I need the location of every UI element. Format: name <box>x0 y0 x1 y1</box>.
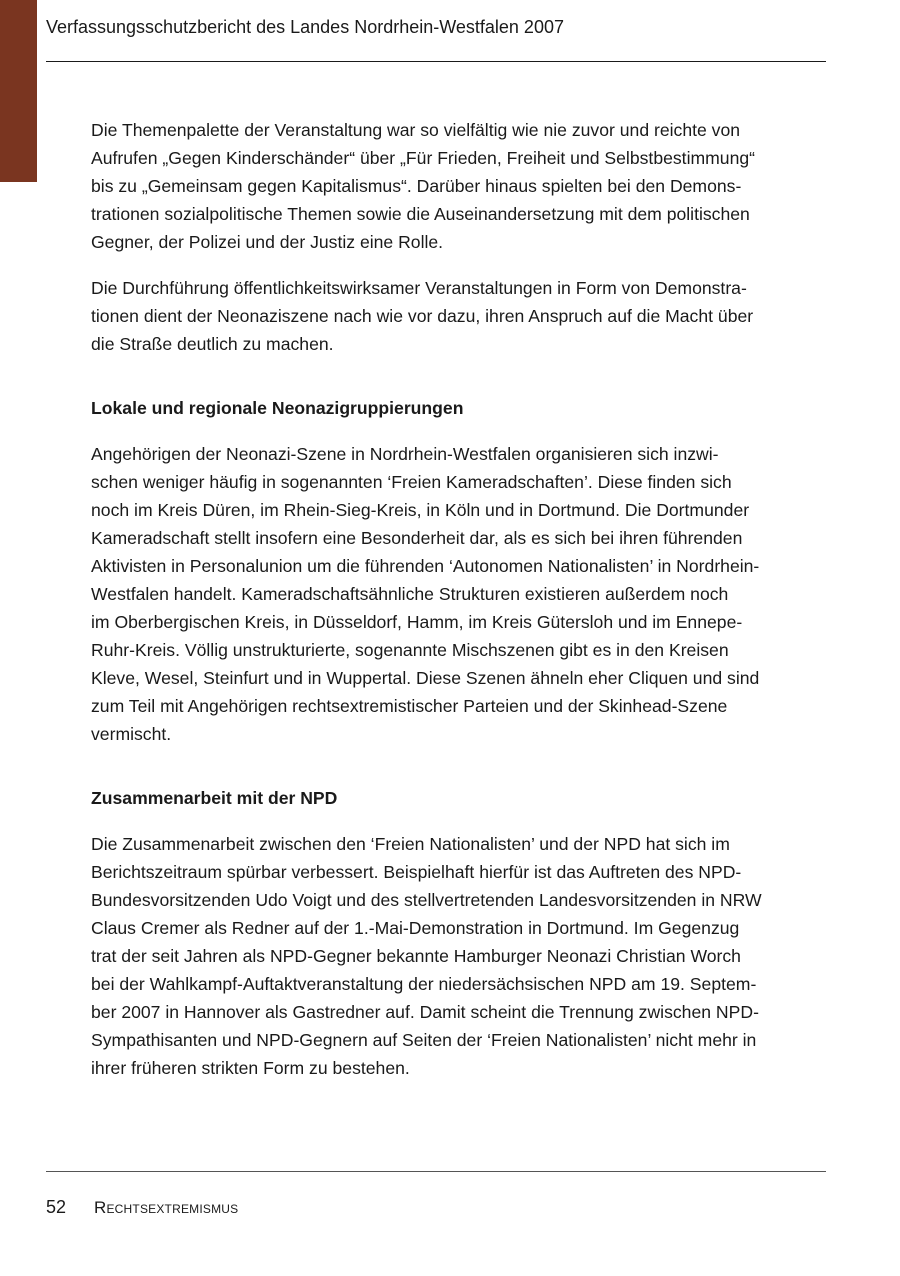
page-number: 52 <box>46 1197 67 1217</box>
paragraph-2 <box>91 274 831 358</box>
text-line: schen weniger häufig in sogenannten ‘Freien Kameradschaften’. Diese finden sich <box>91 472 732 492</box>
text-line: Aufrufen „Gegen Kinderschänder“ über „Für Frieden, Freiheit und Selbstbestimmung“ <box>91 148 756 168</box>
running-header: Verfassungsschutzbericht des Landes Nordrhein-Westfalen 2007 <box>46 17 564 37</box>
text-line: bei der Wahlkampf-Auftaktveranstaltung der niedersächsischen NPD am 19. Septem- <box>91 974 757 994</box>
text-line: die Straße deutlich zu machen. <box>91 334 334 354</box>
paragraph-1 <box>91 116 831 256</box>
text-line: Angehörigen der Neonazi-Szene in Nordrhein-Westfalen organisieren sich inzwi- <box>91 444 719 464</box>
chapter-tab <box>0 0 37 182</box>
header-rule <box>46 61 826 62</box>
text-line: trat der seit Jahren als NPD-Gegner bekannte Hamburger Neonazi Christian Worch <box>91 946 741 966</box>
text-line: Die Themenpalette der Veranstaltung war so vielfältig wie nie zuvor und reichte von <box>91 120 741 140</box>
text-line: trationen sozialpolitische Themen sowie die Auseinandersetzung mit dem politischen <box>91 204 750 224</box>
text-line: Sympathisanten und NPD-Gegnern auf Seiten der ‘Freien Nationalisten’ nicht mehr in <box>91 1030 757 1050</box>
section-heading-local-groups: Lokale und regionale Neonazigruppierungen <box>91 398 464 418</box>
text-line: Claus Cremer als Redner auf der 1.-Mai-Demonstration in Dortmund. Im Gegenzug <box>91 918 740 938</box>
text-line: zum Teil mit Angehörigen rechtsextremistischer Parteien und der Skinhead-Szene <box>91 696 728 716</box>
text-line: Aktivisten in Personalunion um die führenden ‘Autonomen Nationalisten’ in Nordrhein- <box>91 556 760 576</box>
text-line: Kleve, Wesel, Steinfurt und in Wuppertal. Diese Szenen ähneln eher Cliquen und sind <box>91 668 760 688</box>
text-line: noch im Kreis Düren, im Rhein-Sieg-Kreis, in Köln und in Dortmund. Die Dortmunder <box>91 500 750 520</box>
text-line: Die Zusammenarbeit zwischen den ‘Freien Nationalisten’ und der NPD hat sich im <box>91 834 730 854</box>
text-line: im Oberbergischen Kreis, in Düsseldorf, Hamm, im Kreis Gütersloh und im Ennepe- <box>91 612 743 632</box>
text-line: Bundesvorsitzenden Udo Voigt und des stellvertretenden Landesvorsitzenden in NRW <box>91 890 762 910</box>
text-line: Gegner, der Polizei und der Justiz eine Rolle. <box>91 232 444 252</box>
running-footer-section: Rechtsextremismus <box>94 1198 239 1217</box>
page-body <box>91 116 831 1082</box>
text-line: ihrer früheren strikten Form zu bestehen. <box>91 1058 410 1078</box>
text-line: ber 2007 in Hannover als Gastredner auf. Damit scheint die Trennung zwischen NPD- <box>91 1002 759 1022</box>
paragraph-4 <box>91 830 831 1082</box>
text-line: Westfalen handelt. Kameradschaftsähnliche Strukturen existieren außerdem noch <box>91 584 729 604</box>
text-line: bis zu „Gemeinsam gegen Kapitalismus“. Darüber hinaus spielten bei den Demons- <box>91 176 742 196</box>
footer-rule <box>46 1171 826 1172</box>
text-line: tionen dient der Neonaziszene nach wie vor dazu, ihren Anspruch auf die Macht über <box>91 306 754 326</box>
text-line: Kameradschaft stellt insofern eine Besonderheit dar, als es sich bei ihren führenden <box>91 528 743 548</box>
text-line: Die Durchführung öffentlichkeitswirksamer Veranstaltungen in Form von Demonstra- <box>91 278 747 298</box>
text-line: vermischt. <box>91 724 172 744</box>
paragraph-3 <box>91 440 831 748</box>
text-line: Ruhr-Kreis. Völlig unstrukturierte, sogenannte Mischszenen gibt es in den Kreisen <box>91 640 729 660</box>
text-line: Berichtszeitraum spürbar verbessert. Beispielhaft hierfür ist das Auftreten des NPD- <box>91 862 742 882</box>
section-heading-npd-cooperation: Zusammenarbeit mit der NPD <box>91 788 338 808</box>
